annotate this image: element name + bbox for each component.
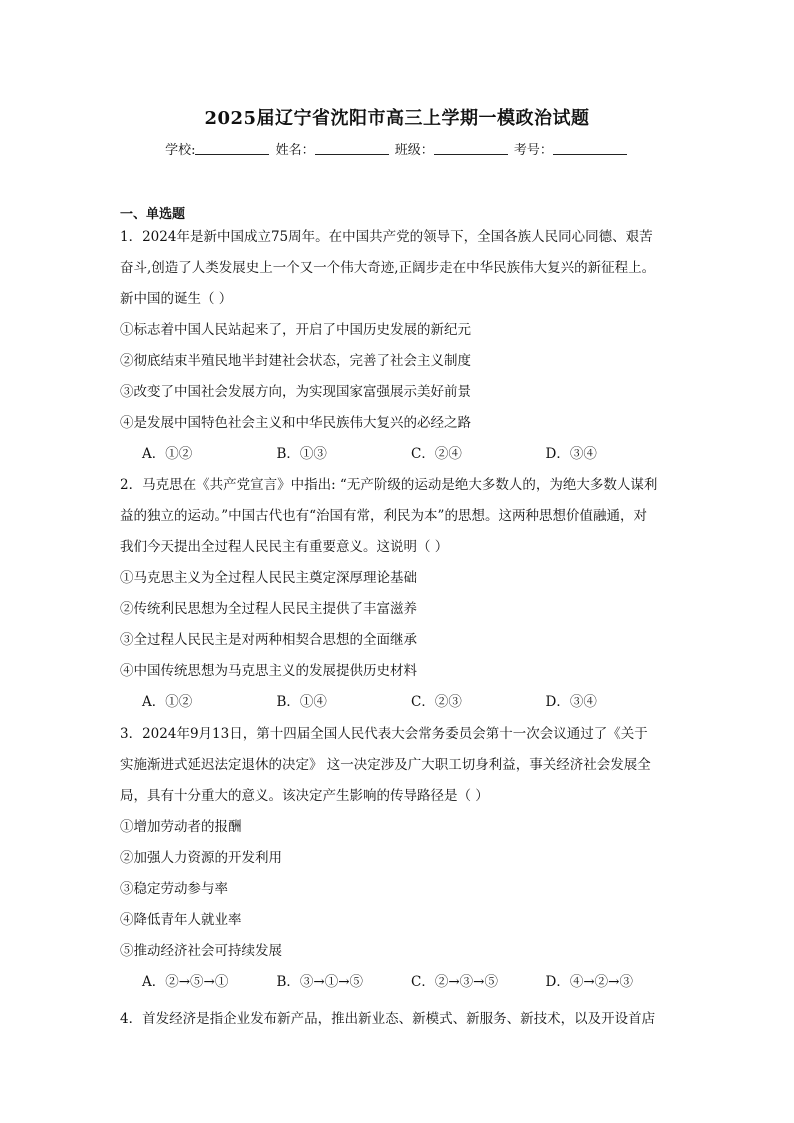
option-d[interactable]: D．③④ <box>545 694 597 710</box>
statement-item: ①增加劳动者的报酬 <box>120 819 242 835</box>
class-blank[interactable] <box>434 142 508 155</box>
answer-options <box>120 439 680 470</box>
option-b[interactable]: B．③→①→⑤ <box>276 974 364 990</box>
statement-item: ③全过程人民民主是对两种相契合思想的全面继承 <box>120 632 417 648</box>
question-stem-line: 新中国的诞生（ ） <box>120 291 233 307</box>
answer-options <box>120 967 680 998</box>
number-label: 考号： <box>513 143 553 158</box>
class-label: 班级： <box>394 143 434 158</box>
statement-item: ①标志着中国人民站起来了，开启了中国历史发展的新纪元 <box>120 322 471 338</box>
question-stem-line: 1．2024年是新中国成立75周年。在中国共产党的领导下，全国各族人民同心同德、艰苦 <box>120 229 653 245</box>
option-b[interactable]: B．①④ <box>276 694 327 710</box>
statement-item: ③改变了中国社会发展方向，为实现国家富强展示美好前景 <box>120 384 471 400</box>
student-info-row <box>0 139 794 158</box>
question-3 <box>120 719 680 998</box>
question-stem-line: 局，具有十分重大的意义。该决定产生影响的传导路径是（ ） <box>120 788 489 804</box>
name-blank[interactable] <box>315 142 389 155</box>
statement-item: ②彻底结束半殖民地半封建社会状态，完善了社会主义制度 <box>120 353 471 369</box>
option-d[interactable]: D．③④ <box>545 446 597 462</box>
statement-item: ②传统利民思想为全过程人民民主提供了丰富滋养 <box>120 601 417 617</box>
number-blank[interactable] <box>553 142 627 155</box>
option-d[interactable]: D．④→②→③ <box>545 974 633 990</box>
option-a[interactable]: A．②→⑤→① <box>142 974 229 990</box>
question-stem-line: 奋斗,创造了人类发展史上一个又一个伟大奇迹,正阔步走在中华民族伟大复兴的新征程上。 <box>120 260 656 276</box>
statement-item: ②加强人力资源的开发利用 <box>120 850 282 866</box>
statement-item: ④中国传统思想为马克思主义的发展提供历史材料 <box>120 663 417 679</box>
question-4 <box>120 1004 680 1035</box>
question-stem-line: 实施渐进式延迟法定退休的决定》 这一决定涉及广大职工切身利益，事关经济社会发展全 <box>120 757 651 773</box>
option-b[interactable]: B．①③ <box>276 446 327 462</box>
section-heading: 一、单选题 <box>120 207 186 222</box>
question-stem-line: 我们今天提出全过程人民民主有重要意义。这说明（ ） <box>120 539 449 555</box>
option-c[interactable]: C．②④ <box>411 446 462 462</box>
question-2 <box>120 470 680 718</box>
name-label: 姓名： <box>275 143 315 158</box>
option-a[interactable]: A．①② <box>142 446 193 462</box>
question-stem-line: 3．2024年9月13日，第十四届全国人民代表大会常务委员会第十一次会议通过了《关于 <box>120 726 648 742</box>
option-c[interactable]: C．②③ <box>411 694 462 710</box>
statement-item: ③稳定劳动参与率 <box>120 881 228 897</box>
question-stem-line: 4．首发经济是指企业发布新产品，推出新业态、新模式、新服务、新技术，以及开设首店 <box>120 1011 656 1027</box>
school-label: 学校: <box>165 143 196 158</box>
option-a[interactable]: A．①② <box>142 694 193 710</box>
school-blank[interactable] <box>195 142 269 155</box>
option-c[interactable]: C．②→③→⑤ <box>411 974 498 990</box>
answer-options <box>120 687 680 718</box>
question-stem-line: 2．马克思在《共产党宣言》中指出: “无产阶级的运动是绝大多数人的，为绝大多数人谋利 <box>120 477 658 493</box>
statement-item: ④降低青年人就业率 <box>120 912 242 928</box>
page-title: 2025届辽宁省沈阳市高三上学期一模政治试题 <box>204 108 590 129</box>
statement-item: ①马克思主义为全过程人民民主奠定深厚理论基础 <box>120 570 417 586</box>
question-stem-line: 益的独立的运动。”中国古代也有“治国有常，利民为本”的思想。这两种思想价值融通，对 <box>120 508 647 524</box>
statement-item: ④是发展中国特色社会主义和中华民族伟大复兴的必经之路 <box>120 415 471 431</box>
question-1 <box>120 222 680 470</box>
statement-item: ⑤推动经济社会可持续发展 <box>120 943 282 959</box>
